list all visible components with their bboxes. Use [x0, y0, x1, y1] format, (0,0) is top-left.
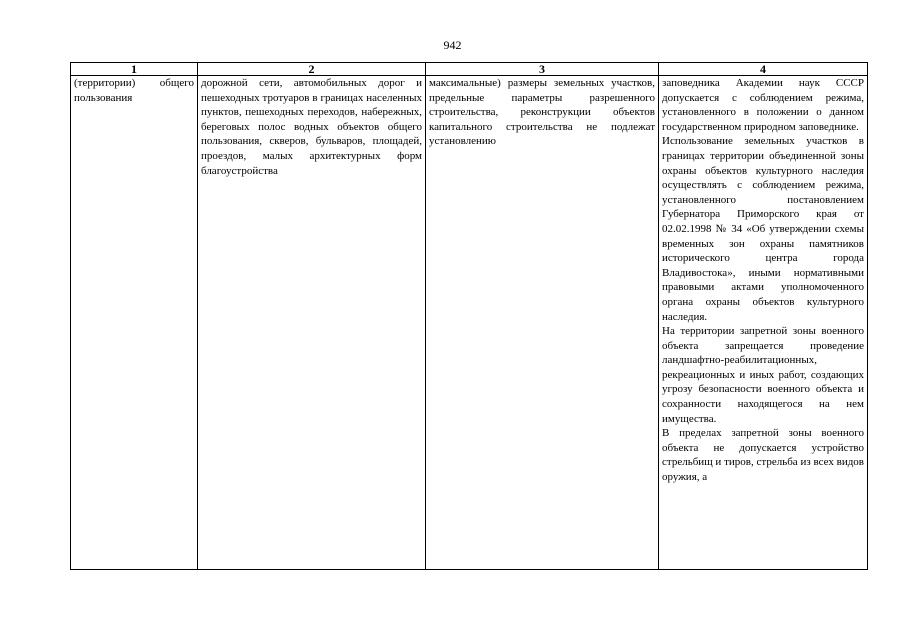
- cell-parameters: [426, 76, 659, 570]
- cell-permitted-use: [198, 76, 426, 570]
- page-number: 942: [443, 38, 462, 52]
- cell-permitted-use-text: дорожной сети, автомобильных дорог и пешеходных тротуаров в границах населенных пунктов, пешеходных переходов, набережных, береговых полос водных объектов общего пользования, скверов, бульваров, площадей, проездов, малых архитектурных форм благоустройства: [201, 77, 422, 177]
- cell-parameters-text: максимальные) размеры земельных участков, предельные параметры разрешенного строительства, реконструкции объектов капитального строительства не подлежат установлению: [429, 77, 655, 148]
- restriction-paragraph-1: заповедника Академии наук СССР допускается с соблюдением режима, установленного в положении о данном государственном природном заповеднике.: [662, 77, 864, 133]
- cell-territory: [71, 76, 198, 570]
- restriction-paragraph-3: На территории запретной зоны военного объекта запрещается проведение ландшафтно-реабилитационных, рекреационных и иных работ, создающих угрозу безопасности военного объекта и сохранности находящегося на нем имущества.: [662, 325, 864, 425]
- column-header-3: 3: [426, 63, 659, 76]
- column-header-1: 1: [71, 63, 198, 76]
- restriction-paragraph-2: Использование земельных участков в границах территории объединенной зоны охраны объектов культурного наследия осуществлять с соблюдением режима, установленного постановлением Губернатора Приморского края от 02.02.1998 № 34 «Об утверждении схемы временных зон охраны памятников исторического центра города Владивостока», иными нормативными правовыми актами уполномоченного органа охраны объектов культурного наследия.: [662, 135, 864, 323]
- table-header-row: [71, 63, 868, 76]
- column-header-2: 2: [198, 63, 426, 76]
- cell-territory-text: (территории) общего пользования: [74, 77, 194, 104]
- cell-restrictions: [659, 76, 868, 570]
- restriction-paragraph-4: В пределах запретной зоны военного объекта не допускается устройство стрельбищ и тиров, стрельба из всех видов оружия, а: [662, 427, 864, 484]
- document-table: [70, 62, 868, 570]
- column-header-4: 4: [659, 63, 868, 76]
- table-row: [71, 76, 868, 570]
